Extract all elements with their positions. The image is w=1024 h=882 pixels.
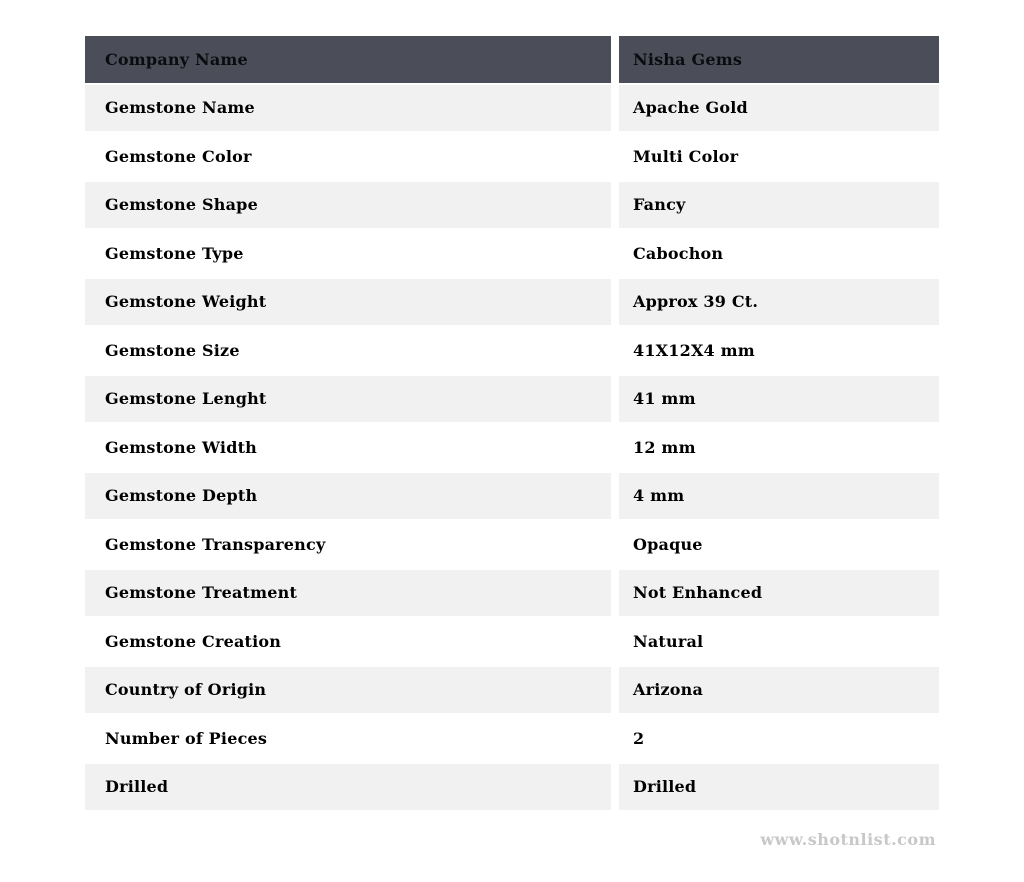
row-label-cell: Drilled xyxy=(85,764,611,811)
row-value-cell: 41 mm xyxy=(619,376,939,423)
row-label-cell: Country of Origin xyxy=(85,667,611,714)
header-label-cell: Company Name xyxy=(85,36,611,83)
row-value-cell: Approx 39 Ct. xyxy=(619,279,939,326)
row-value-cell: Apache Gold xyxy=(619,85,939,132)
row-label-cell: Gemstone Color xyxy=(85,133,611,180)
row-label-cell: Gemstone Depth xyxy=(85,473,611,520)
row-label-cell: Gemstone Lenght xyxy=(85,376,611,423)
spec-table xyxy=(85,36,939,810)
row-label-cell: Gemstone Treatment xyxy=(85,570,611,617)
watermark-text: www.shotnlist.com xyxy=(760,830,936,849)
row-value-cell: Cabochon xyxy=(619,230,939,277)
row-value-cell: 2 xyxy=(619,715,939,762)
row-label-cell: Number of Pieces xyxy=(85,715,611,762)
row-value-cell: Opaque xyxy=(619,521,939,568)
row-value-cell: 4 mm xyxy=(619,473,939,520)
row-value-cell: Not Enhanced xyxy=(619,570,939,617)
row-value-cell: 41X12X4 mm xyxy=(619,327,939,374)
row-label-cell: Gemstone Width xyxy=(85,424,611,471)
row-label-cell: Gemstone Shape xyxy=(85,182,611,229)
row-label-cell: Gemstone Type xyxy=(85,230,611,277)
row-label-cell: Gemstone Creation xyxy=(85,618,611,665)
row-label-cell: Gemstone Transparency xyxy=(85,521,611,568)
row-value-cell: 12 mm xyxy=(619,424,939,471)
row-value-cell: Fancy xyxy=(619,182,939,229)
header-value-cell: Nisha Gems xyxy=(619,36,939,83)
row-value-cell: Natural xyxy=(619,618,939,665)
row-value-cell: Arizona xyxy=(619,667,939,714)
row-value-cell: Drilled xyxy=(619,764,939,811)
row-label-cell: Gemstone Size xyxy=(85,327,611,374)
row-label-cell: Gemstone Weight xyxy=(85,279,611,326)
row-value-cell: Multi Color xyxy=(619,133,939,180)
row-label-cell: Gemstone Name xyxy=(85,85,611,132)
